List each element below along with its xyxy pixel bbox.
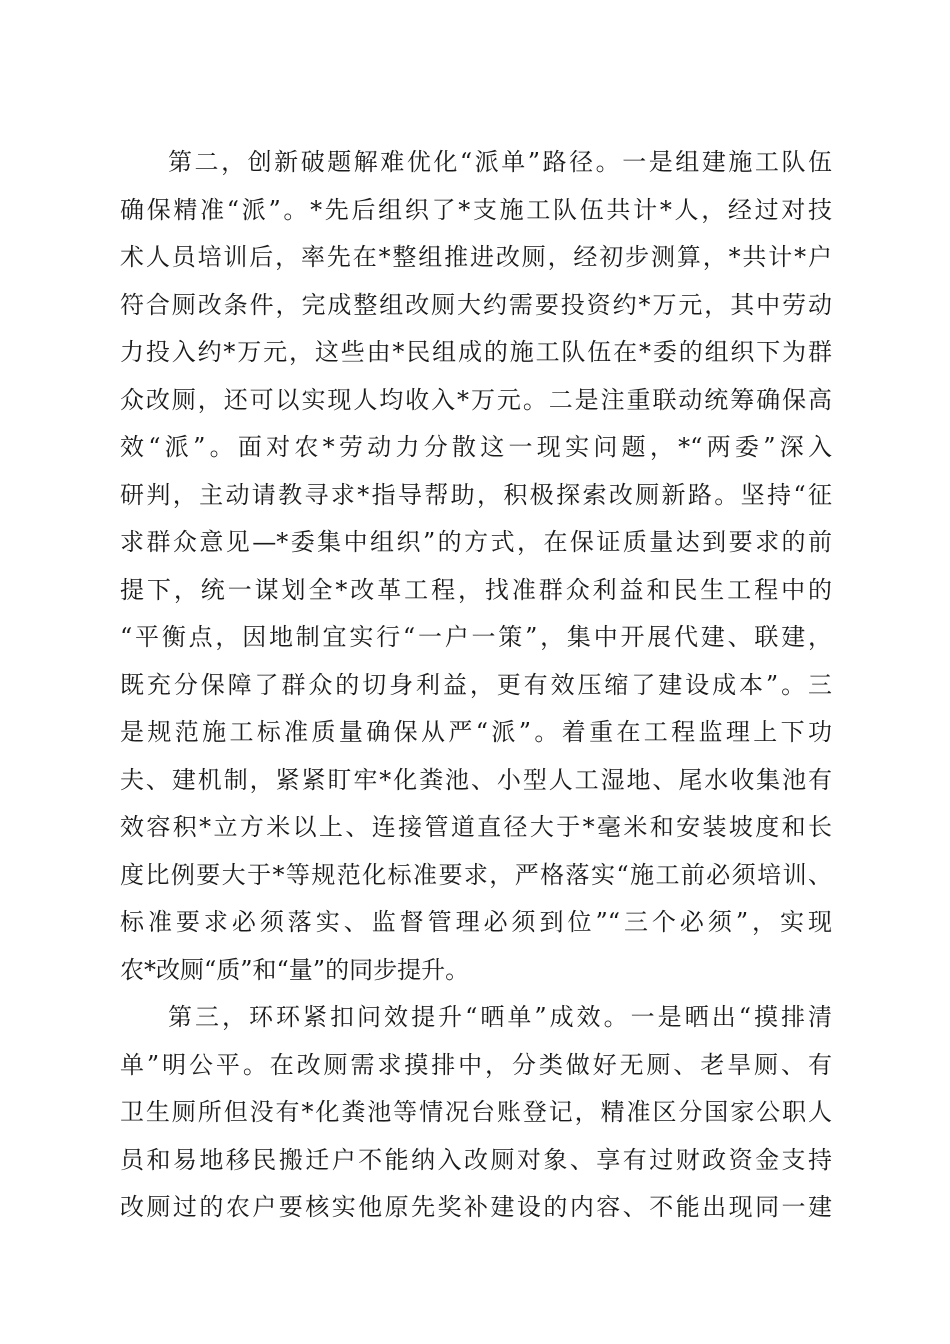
- paragraph-2-line-10: 提下，统一谋划全*改革工程，找准群众利益和民生工程中的: [120, 575, 832, 604]
- paragraph-3-line-5: 改厕过的农户要核实他原先奖补建设的内容、不能出现同一建: [120, 1193, 832, 1221]
- paragraph-2-line-18: 农*改厕“质”和“量”的同步提升。: [120, 955, 470, 984]
- paragraph-2-line-1: 第二，创新破题解难优化“派单”路径。一是组建施工队伍: [168, 148, 832, 176]
- paragraph-2-line-11: “平衡点，因地制宜实行“一户一策”，集中开展代建、联建，: [120, 623, 832, 651]
- paragraph-2-line-12: 既充分保障了群众的切身利益，更有效压缩了建设成本”。三: [120, 670, 832, 699]
- paragraph-2-line-17: 标准要求必须落实、监督管理必须到位”“三个必须”，实现: [120, 908, 832, 936]
- paragraph-2-line-13: 是规范施工标准质量确保从严“派”。着重在工程监理上下功: [120, 718, 832, 746]
- paragraph-2-line-8: 研判，主动请教寻求*指导帮助，积极探索改厕新路。坚持“征: [120, 480, 832, 509]
- paragraph-2-line-5: 力投入约*万元，这些由*民组成的施工队伍在*委的组织下为群: [120, 338, 832, 366]
- paragraph-2-line-15: 效容积*立方米以上、连接管道直径大于*毫米和安装坡度和长: [120, 813, 832, 841]
- paragraph-2-line-3: 术人员培训后，率先在*整组推进改厕，经初步测算，*共计*户: [120, 243, 832, 271]
- paragraph-2-line-2: 确保精准“派”。*先后组织了*支施工队伍共计*人，经过对技: [120, 195, 832, 224]
- paragraph-2-line-14: 夫、建机制，紧紧盯牢*化粪池、小型人工湿地、尾水收集池有: [120, 765, 832, 794]
- paragraph-3-line-1: 第三，环环紧扣问效提升“晒单”成效。一是晒出“摸排清: [168, 1003, 832, 1031]
- paragraph-2-line-16: 度比例要大于*等规范化标准要求，严格落实“施工前必须培训、: [120, 860, 832, 889]
- paragraph-3-line-2: 单”明公平。在改厕需求摸排中，分类做好无厕、老旱厕、有: [120, 1050, 832, 1079]
- paragraph-2-line-7: 效“派”。面对农*劳动力分散这一现实问题，*“两委”深入: [120, 433, 832, 461]
- paragraph-3-line-3: 卫生厕所但没有*化粪池等情况台账登记，精准区分国家公职人: [120, 1098, 832, 1126]
- paragraph-3-line-4: 员和易地移民搬迁户不能纳入改厕对象、享有过财政资金支持: [120, 1145, 832, 1174]
- paragraph-2-line-6: 众改厕，还可以实现人均收入*万元。二是注重联动统筹确保高: [120, 385, 832, 414]
- document-body: [120, 139, 832, 1232]
- paragraph-2-line-4: 符合厕改条件，完成整组改厕大约需要投资约*万元，其中劳动: [120, 290, 832, 319]
- paragraph-2-line-9: 求群众意见—*委集中组织”的方式，在保证质量达到要求的前: [120, 528, 832, 556]
